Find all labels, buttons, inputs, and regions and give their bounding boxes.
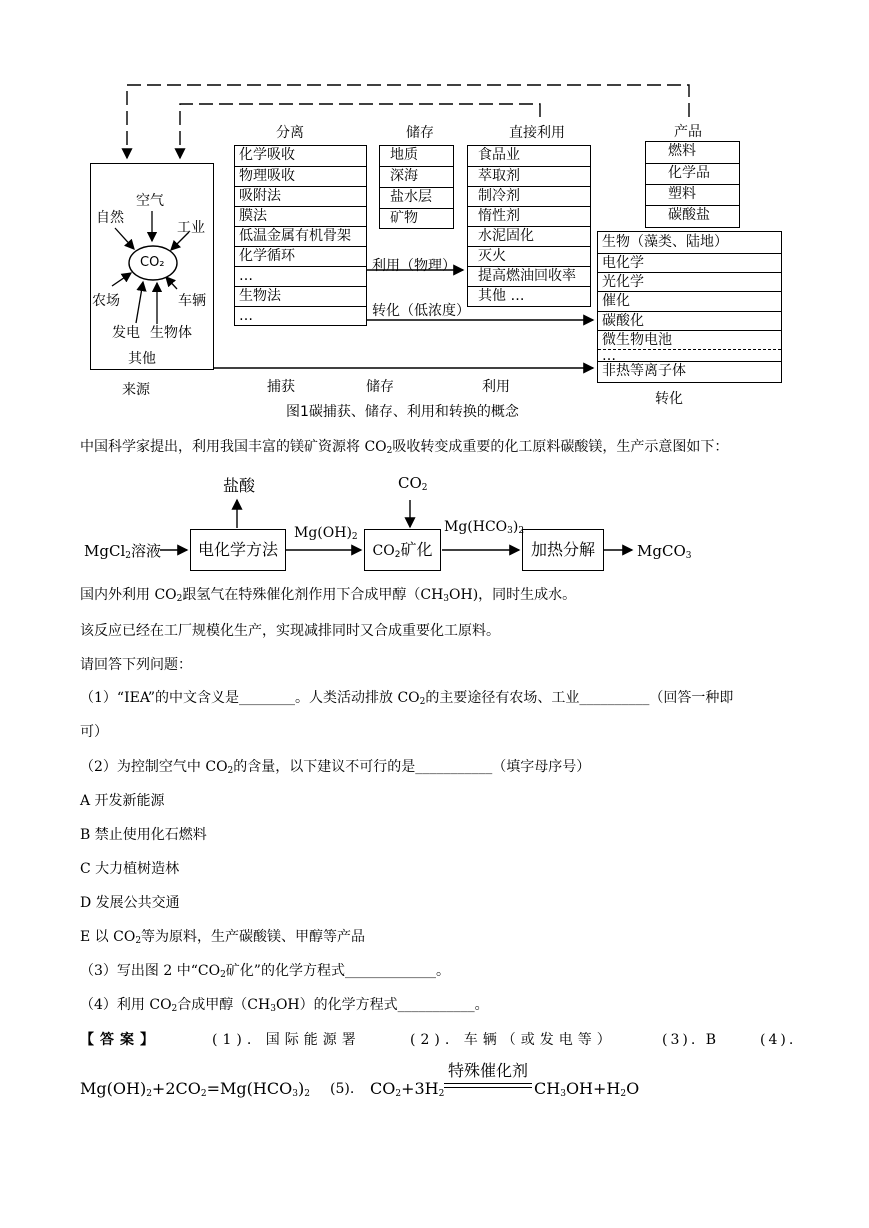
co2-label: CO₂ — [140, 255, 165, 270]
fig2-output: MgCO$_3$ — [637, 542, 692, 561]
conversion-item: 电化学 — [598, 253, 781, 273]
direct-use-box — [467, 145, 591, 307]
products-item: 燃料 — [668, 143, 696, 159]
option-a: A 开发新能源 — [80, 793, 165, 809]
conversion-item: 碳酸化 — [598, 311, 781, 331]
capture-item: 吸附法 — [235, 186, 366, 206]
source-industry: 工业 — [177, 220, 205, 236]
source-other: 其他 — [128, 351, 156, 367]
answer-5: (5). — [330, 1081, 355, 1097]
label-storage: 储存 — [366, 379, 394, 395]
direct-use-item: 水泥固化 — [468, 226, 590, 246]
conversion-item: 催化 — [598, 291, 781, 311]
answer-3: (3). B — [662, 1032, 720, 1048]
intro-line: 中国科学家提出，利用我国丰富的镁矿资源将 $CO_2$吸收转变成重要的化工原料碳酸镁，生产示意图如下： — [80, 439, 729, 456]
direct-use-item: 萃取剂 — [468, 166, 590, 186]
question-3: （3）写出图 2 中“$CO_2$矿化”的化学方程式_____________。 — [80, 963, 450, 980]
source-air: 空气 — [136, 193, 164, 209]
storage-item: 盐水层 — [380, 187, 453, 207]
conversion-item: 非热等离子体 — [598, 361, 781, 381]
label-use: 利用 — [482, 379, 510, 395]
storage-header: 储存 — [406, 125, 434, 141]
capture-item: 生物法 — [235, 286, 366, 306]
para-industrial: 该反应已经在工厂规模化生产，实现减排同时又合成重要化工原料。 — [80, 623, 500, 639]
storage-item: 矿物 — [380, 208, 453, 228]
option-b: B 禁止使用化石燃料 — [80, 827, 207, 843]
direct-use-item: 其他 … — [468, 286, 590, 306]
figure1-caption: 图1碳捕获、储存、利用和转换的概念 — [286, 404, 519, 420]
capture-item: 化学吸收 — [239, 147, 295, 163]
capture-item: … — [235, 306, 366, 326]
conversion-item: 微生物电池 — [598, 330, 781, 350]
equation-4: $Mg(OH)_2+2CO_2=Mg(HCO_3)_2$ — [80, 1079, 310, 1099]
products-item: 塑料 — [646, 184, 739, 204]
storage-item: 深海 — [380, 166, 453, 186]
equation-5-condition: 特殊催化剂 — [447, 1061, 528, 1080]
answer-label: 【答案】 — [80, 1032, 160, 1048]
question-2: （2）为控制空气中 $CO_2$的含量，以下建议不可行的是___________（填字母序号） — [80, 759, 591, 776]
fig2-mid2: $Mg(HCO_3)_2$ — [444, 519, 525, 536]
option-e: E 以 $CO_2$等为原料，生产碳酸镁、甲醇等产品 — [80, 929, 366, 946]
direct-use-item: 食品业 — [478, 147, 520, 163]
fig2-input: MgCl$_2$溶液 — [84, 542, 161, 561]
capture-item: 化学循环 — [235, 246, 366, 266]
capture-item: 低温金属有机骨架 — [235, 226, 366, 246]
products-item: 化学品 — [646, 163, 739, 183]
fig2-mid1: $Mg(OH)_2$ — [294, 525, 358, 542]
direct-use-header: 直接利用 — [509, 125, 565, 141]
question-4: （4）利用 $CO_2$合成甲醇$(CH_3OH)$的化学方程式___________。 — [80, 997, 489, 1014]
label-source: 来源 — [122, 382, 150, 398]
direct-use-item: 提高燃油回收率 — [468, 266, 590, 286]
equation-5-right: $CH_3OH+H_2O$ — [534, 1079, 640, 1099]
option-c: C 大力植树造林 — [80, 861, 180, 877]
question-1: （1）“IEA”的中文含义是________。人类活动排放 $CO_2$的主要途径有农场、工业__________（回答一种即 — [80, 690, 734, 707]
conversion-box — [597, 231, 782, 383]
fig2-co2-in: $CO_2$ — [398, 474, 428, 493]
question-1-cont: 可） — [80, 724, 108, 740]
capture-item: … — [235, 266, 366, 286]
conversion-item: 光化学 — [598, 272, 781, 292]
answer-2: (2). 车辆（或发电等） — [410, 1032, 616, 1048]
fig2-box-heat: 加热分解 — [522, 529, 604, 571]
source-power: 发电 — [112, 325, 140, 341]
equation-5-double-bar — [444, 1083, 532, 1088]
products-item: 碳酸盐 — [646, 205, 739, 225]
para-prompt: 请回答下列问题： — [80, 657, 192, 673]
option-d: D 发展公共交通 — [80, 895, 180, 911]
capture-item: 膜法 — [235, 206, 366, 226]
capture-box — [234, 145, 367, 326]
direct-use-item: 惰性剂 — [468, 206, 590, 226]
fig2-byproduct: 盐酸 — [223, 476, 256, 495]
answer-4: (4). — [760, 1032, 797, 1048]
arrow-label-physical: 利用（物理） — [372, 258, 456, 274]
label-capture: 捕获 — [267, 379, 295, 395]
source-farm: 农场 — [92, 293, 120, 309]
equation-5-left: $CO_2+3H_2$ — [370, 1079, 445, 1099]
para-methanol: 国内外利用 $CO_2$跟氢气在特殊催化剂作用下合成甲醇$(CH_3OH)$，同时生成水。 — [80, 587, 577, 604]
fig2-box-mineralize: $CO_2$矿化 — [364, 529, 441, 571]
conversion-item: 生物（藻类、陆地） — [602, 234, 728, 250]
capture-item: 物理吸收 — [235, 166, 366, 186]
answer-1: (1). 国际能源署 — [212, 1032, 361, 1048]
source-biomass: 生物体 — [150, 325, 192, 341]
arrow-label-low-conc: 转化（低浓度） — [372, 303, 470, 319]
fig2-box-electrochem: 电化学方法 — [190, 529, 286, 571]
conversion-item: … — [598, 349, 781, 362]
products-box — [645, 141, 740, 228]
storage-item: 地质 — [390, 147, 418, 163]
storage-box — [379, 145, 454, 229]
label-conversion: 转化 — [655, 391, 683, 407]
source-nature: 自然 — [96, 210, 124, 226]
capture-header: 分离 — [276, 125, 304, 141]
direct-use-item: 制冷剂 — [468, 186, 590, 206]
source-vehicle: 车辆 — [178, 293, 206, 309]
direct-use-item: 灭火 — [468, 246, 590, 266]
products-header: 产品 — [674, 124, 702, 140]
